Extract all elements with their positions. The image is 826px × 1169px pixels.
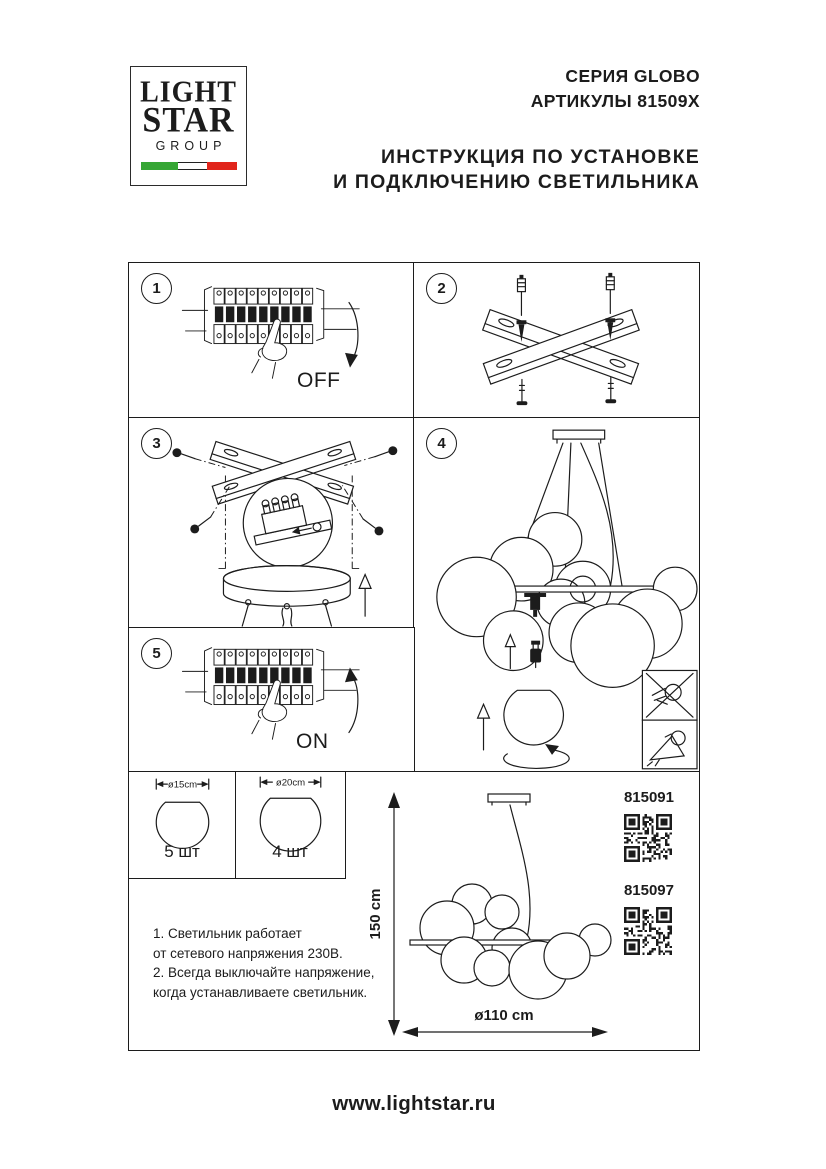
note-line: 1. Светильник работает [153,926,302,941]
shade-small-box [128,771,236,879]
step-3-number: 3 [141,428,172,459]
height-dimension: 150 cm [367,888,384,940]
note-line: 2. Всегда выключайте напряжение, [153,965,375,980]
off-label: OFF [297,369,341,392]
logo-word-group: GROUP [155,139,227,153]
articles-title: АРТИКУЛЫ 81509X [530,91,700,111]
step-1-panel [128,262,415,419]
step-5-panel [128,627,415,773]
dimensions-drawing [352,780,612,1048]
article-code-815097: 815097 [623,882,674,899]
qr-code-815091 [624,814,672,862]
step-5-number: 5 [141,638,172,669]
flag-green [141,162,179,170]
flag-red [207,162,236,170]
series-title: СЕРИЯ GLOBO [565,66,700,86]
step-4-panel [413,417,700,773]
italian-flag-stripe [141,162,237,170]
step-2-number: 2 [426,273,457,304]
step-4-number: 4 [426,428,457,459]
shade-small-diameter: ø15cm [167,779,198,791]
shade-large-drawing [236,772,345,878]
logo-word-star: STAR [142,101,235,140]
shade-small-count: 5 шт [164,842,200,861]
breaker-on-drawing [129,628,414,772]
article-code-815091: 815091 [623,789,674,806]
header [333,64,700,195]
qr-code-815097 [624,907,672,955]
use-cloth-icon [642,720,697,769]
shade-large-box [235,771,346,879]
step-1-number: 1 [141,273,172,304]
shade-large-count: 4 шт [272,842,308,861]
flag-white [178,162,207,170]
width-dimension: ø110 cm [474,1007,534,1024]
instruction-title-line1: ИНСТРУКЦИЯ ПО УСТАНОВКЕ [380,146,700,168]
logo-word-light: LIGHT [140,75,237,110]
on-label: ON [296,730,329,753]
note-line: когда устанавливаете светильник. [153,984,368,1000]
website-url: www.lightstar.ru [332,1092,496,1115]
instruction-title-line2: И ПОДКЛЮЧЕНИЮ СВЕТИЛЬНИКА [333,171,700,193]
canopy-wiring-drawing [129,418,414,628]
step-3-panel [128,417,415,629]
warning-no-bare-hands-icon [642,670,697,720]
lightstar-logo [130,66,247,186]
shade-large-diameter: ø20cm [275,777,305,789]
shade-small-drawing [129,772,235,878]
note-line: от сетевого напряжения 230В. [153,945,343,961]
chandelier-assembly-drawing [414,418,699,772]
step-2-panel [413,262,700,419]
